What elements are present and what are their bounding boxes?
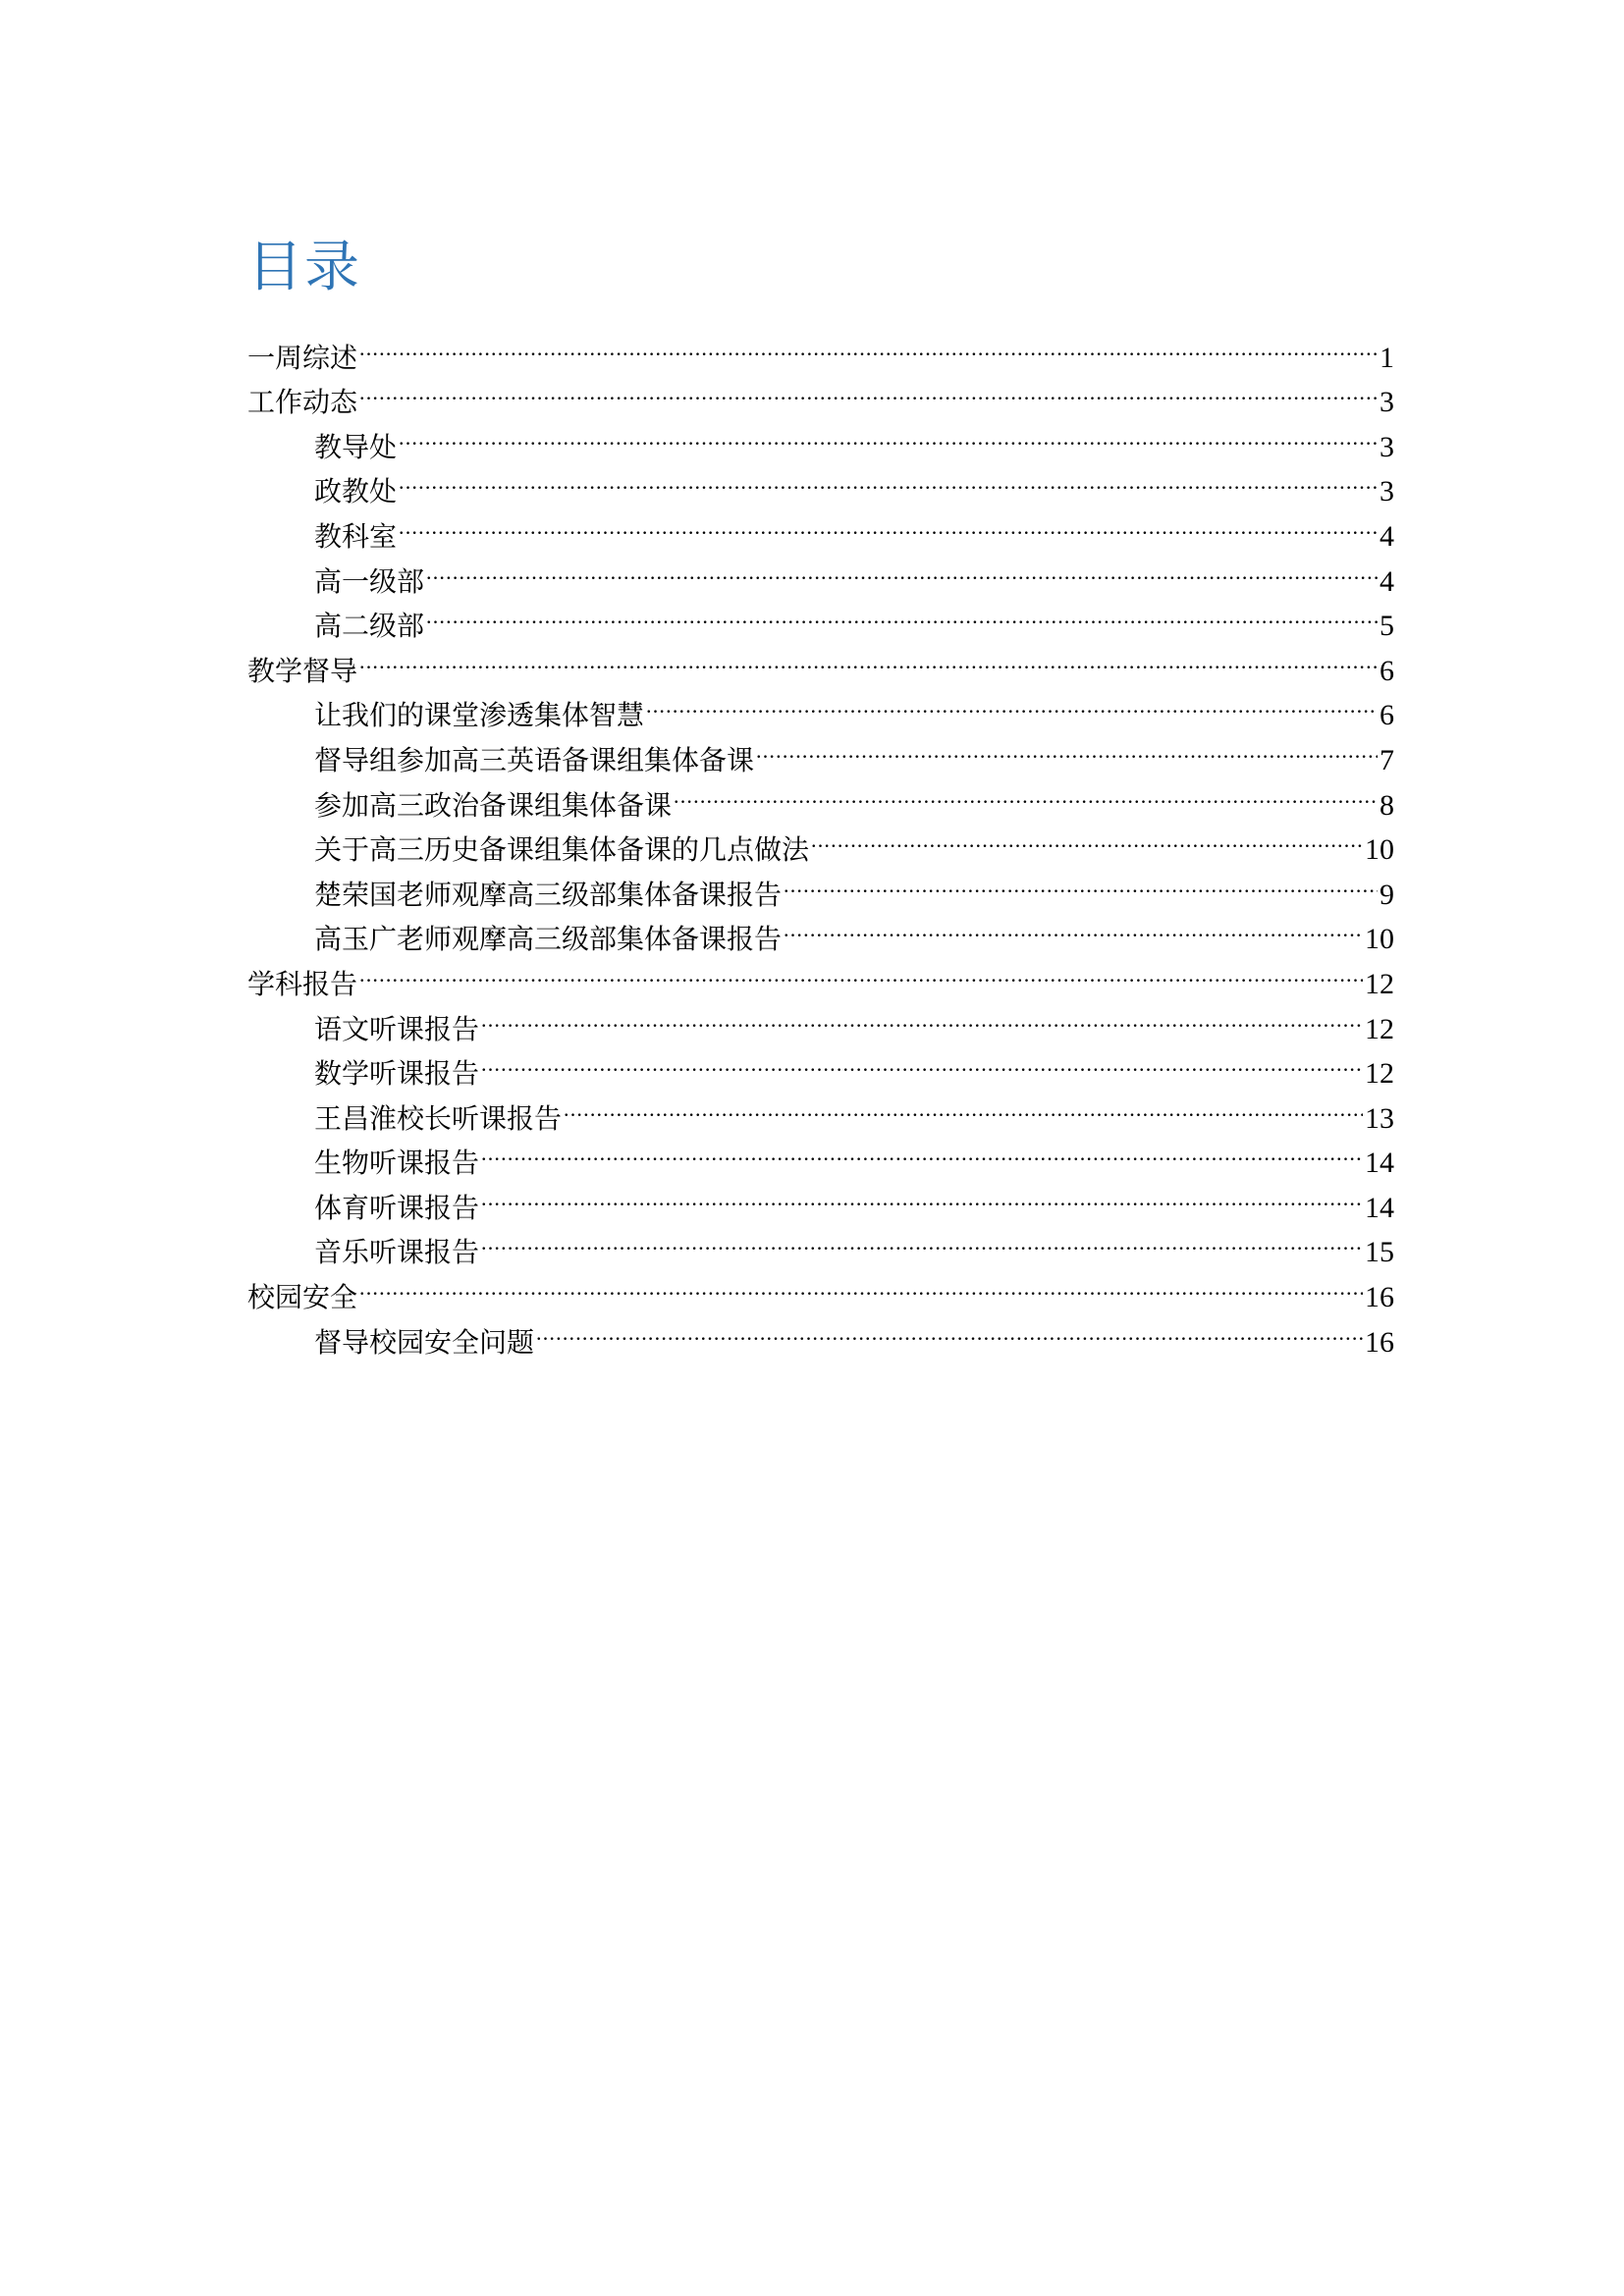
toc-entry-label: 数学听课报告 — [314, 1057, 480, 1091]
toc-page-number: 16 — [1365, 1281, 1394, 1314]
dot-leader — [399, 411, 1378, 456]
toc-entry-gaoyi-jibu[interactable] — [247, 546, 1394, 598]
toc-page-number: 13 — [1365, 1101, 1394, 1135]
toc-page-number: 4 — [1380, 519, 1394, 553]
toc-entry-label: 教科室 — [314, 519, 398, 553]
dot-leader — [674, 770, 1378, 815]
toc-page-number: 14 — [1365, 1191, 1394, 1224]
dot-leader — [784, 859, 1378, 904]
toc-page-number: 3 — [1380, 386, 1394, 419]
dot-leader — [426, 591, 1378, 636]
toc-entry-ketang-jiti-zhihui[interactable] — [247, 680, 1394, 732]
toc-entry-label: 校园安全 — [247, 1281, 358, 1314]
toc-page-number: 6 — [1380, 654, 1394, 687]
dot-leader — [784, 904, 1363, 949]
dot-leader — [564, 1083, 1363, 1128]
dot-leader — [399, 501, 1378, 546]
dot-leader — [536, 1307, 1363, 1352]
toc-entry-xiaoyuan-anquan[interactable] — [247, 1261, 1394, 1314]
toc-entry-label: 一周综述 — [247, 341, 358, 374]
toc-entry-yuwen-tingke[interactable] — [247, 993, 1394, 1045]
toc-page-number: 1 — [1380, 341, 1394, 374]
toc-page-number: 5 — [1380, 610, 1394, 643]
toc-page-number: 6 — [1380, 699, 1394, 732]
toc-entry-label: 学科报告 — [247, 967, 358, 1000]
toc-page-number: 12 — [1365, 1012, 1394, 1045]
dot-leader — [481, 993, 1363, 1039]
dot-leader — [481, 1217, 1363, 1262]
dot-leader — [359, 1261, 1363, 1307]
toc-entry-xueke-baogao[interactable] — [247, 948, 1394, 1000]
toc-page-number: 14 — [1365, 1147, 1394, 1180]
toc-entry-label: 工作动态 — [247, 386, 358, 419]
toc-entry-label: 语文听课报告 — [314, 1012, 480, 1045]
toc-entry-label: 音乐听课报告 — [314, 1236, 480, 1269]
toc-entry-label: 督导校园安全问题 — [314, 1325, 535, 1359]
toc-entry-zhengjiaochu[interactable] — [247, 456, 1394, 508]
dot-leader — [481, 1128, 1363, 1173]
dot-leader — [359, 948, 1363, 993]
toc-page-number: 15 — [1365, 1236, 1394, 1269]
toc-entry-jiaokeshi[interactable] — [247, 501, 1394, 553]
dot-leader — [481, 1172, 1363, 1217]
toc-entry-label: 王昌淮校长听课报告 — [314, 1101, 563, 1135]
toc-entry-dudao-anquan-wenti[interactable] — [247, 1307, 1394, 1359]
toc-entry-label: 督导组参加高三英语备课组集体备课 — [314, 743, 755, 776]
toc-page-number: 16 — [1365, 1325, 1394, 1359]
toc-entry-label: 教导处 — [314, 430, 398, 463]
dot-leader — [646, 680, 1378, 725]
toc-entry-label: 让我们的课堂渗透集体智慧 — [314, 699, 645, 732]
toc-entry-label: 高二级部 — [314, 610, 425, 643]
toc-entry-label: 体育听课报告 — [314, 1191, 480, 1224]
toc-entry-label: 关于高三历史备课组集体备课的几点做法 — [314, 833, 810, 867]
dot-leader — [359, 322, 1378, 367]
dot-leader — [399, 456, 1378, 502]
toc-page-number: 12 — [1365, 967, 1394, 1000]
toc-entry-label: 高玉广老师观摩高三级部集体备课报告 — [314, 923, 783, 956]
toc-entry-gongzuo-dongtai[interactable] — [247, 367, 1394, 419]
toc-page-number: 10 — [1365, 833, 1394, 867]
toc-page-number: 10 — [1365, 923, 1394, 956]
toc-entry-jiaodaochu[interactable] — [247, 411, 1394, 463]
toc-entry-label: 参加高三政治备课组集体备课 — [314, 788, 673, 822]
toc-title: 目录 — [247, 236, 361, 299]
toc-page-number: 9 — [1380, 878, 1394, 911]
dot-leader — [359, 635, 1378, 680]
toc-entry-label: 政教处 — [314, 475, 398, 508]
dot-leader — [481, 1039, 1363, 1084]
toc-page-number: 3 — [1380, 475, 1394, 508]
dot-leader — [359, 367, 1378, 412]
dot-leader — [426, 546, 1378, 591]
table-of-contents — [247, 322, 1394, 1359]
toc-entry-label: 楚荣国老师观摩高三级部集体备课报告 — [314, 878, 783, 911]
toc-entry-label: 高一级部 — [314, 564, 425, 598]
toc-entry-label: 教学督导 — [247, 654, 358, 687]
toc-page-number: 7 — [1380, 743, 1394, 776]
toc-entry-jiaoxue-dudao[interactable] — [247, 635, 1394, 687]
toc-page-number: 12 — [1365, 1057, 1394, 1091]
toc-entry-yizhou-zongshu[interactable] — [247, 322, 1394, 374]
dot-leader — [811, 815, 1363, 860]
dot-leader — [756, 724, 1378, 770]
toc-page-number: 3 — [1380, 430, 1394, 463]
toc-page-number: 4 — [1380, 564, 1394, 598]
toc-entry-label: 生物听课报告 — [314, 1147, 480, 1180]
toc-page-number: 8 — [1380, 788, 1394, 822]
